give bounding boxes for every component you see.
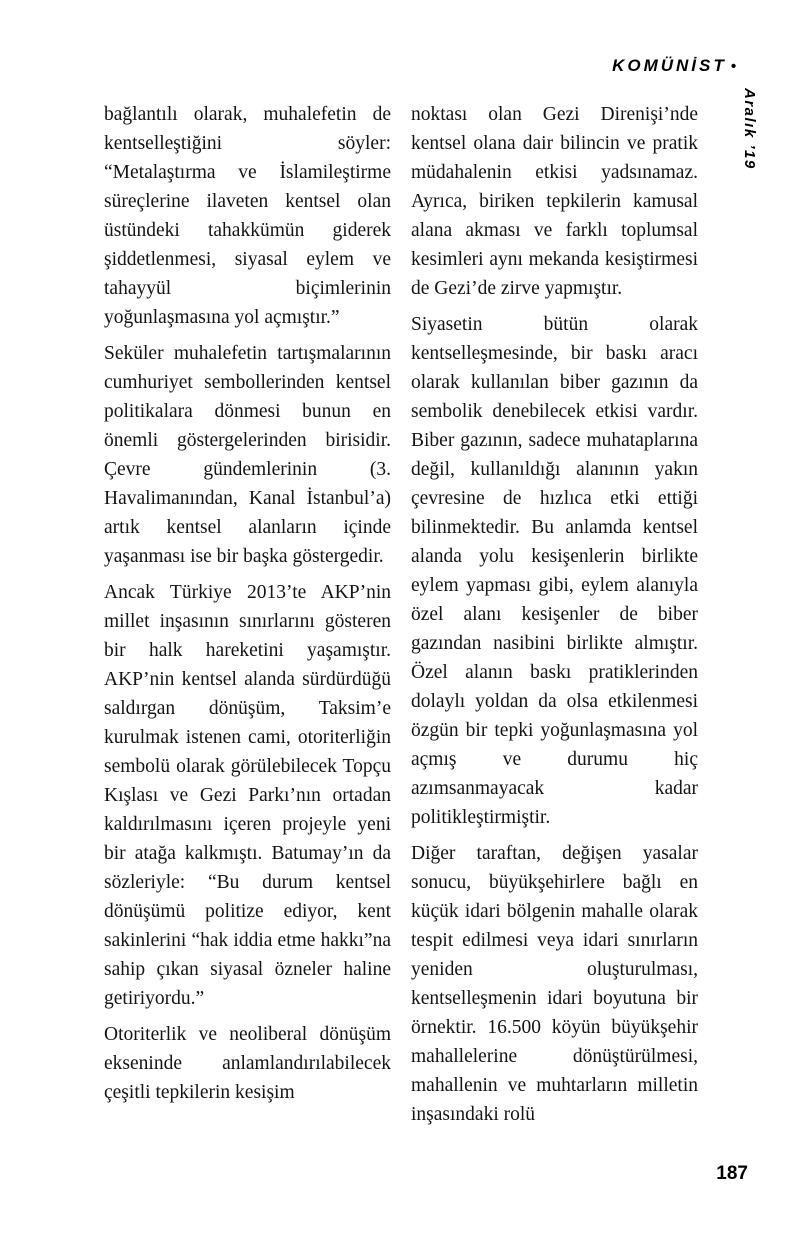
paragraph: Seküler muhalefetin tartışmalarının cumhuriyet sembollerinden kentsel politikalara dönmesi bunun en önemli göstergelerinden birisidir. Çevre gündemlerinin (3. Havalimanından, Kanal İstanbul’a) artık kentsel alanların içinde yaşanması ise bir başka göstergedir. bbox=[104, 343, 391, 567]
paragraph: noktası olan Gezi Direnişi’nde kentsel olana dair bilincin ve pratik müdahalenin etkisi yadsınamaz. Ayrıca, biriken tepkilerin kamusal alana akması ve farklı toplumsal kesimleri aynı mekanda kesiştirmesi de Gezi’de zirve yapmıştır. bbox=[411, 104, 698, 299]
paragraph: bağlantılı olarak, muhalefetin de kentselleştiğini söyler: “Metalaştırma ve İslamileştirme süreçlerine ilaveten kentsel olan üstündeki tahakkümün giderek şiddetlenmesi, siyasal eylem ve tahayyül biçimlerinin yoğunlaşmasına yol açmıştır.” bbox=[104, 104, 391, 328]
paragraph: Diğer taraftan, değişen yasalar sonucu, büyükşehirlere bağlı en küçük idari bölgenin mahalle olarak tespit edilmesi veya idari sınırların yeniden oluşturulması, kentselleşmenin idari boyutuna bir örnektir. 16.500 köyün büyükşehir mahallelerine dönüştürülmesi, mahallenin ve muhtarların milletin inşasındaki rolü bbox=[411, 843, 698, 1125]
journal-title: KOMÜNİST bbox=[612, 56, 727, 75]
header-bullet-icon: • bbox=[730, 58, 736, 75]
page-number: 187 bbox=[716, 1163, 748, 1184]
text-columns bbox=[104, 100, 698, 1136]
page-header bbox=[612, 56, 736, 76]
issue-date: Aralık ’19 bbox=[741, 88, 758, 170]
paragraph: Ancak Türkiye 2013’te AKP’nin millet inşasının sınırlarını gösteren bir halk hareketini yaşamıştır. AKP’nin kentsel alanda sürdürdüğü saldırgan dönüşüm, Taksim’e kurulmak istenen cami, otoriterliğin sembolü olarak görülebilecek Topçu Kışlası ve Gezi Parkı’nın ortadan kaldırılmasını içeren projeyle yeni bir atağa kalkmıştı. Batumay’ın da sözleriyle: “Bu durum kentsel dönüşümü politize ediyor, kent sakinlerini “hak iddia etme hakkı”na sahip çıkan siyasal özneler haline getiriyordu.” bbox=[104, 582, 391, 1009]
left-column bbox=[104, 100, 391, 1136]
paragraph: Otoriterlik ve neoliberal dönüşüm ekseninde anlamlandırılabilecek çeşitli tepkilerin kesişim bbox=[104, 1024, 391, 1103]
right-column bbox=[411, 100, 698, 1136]
paragraph: Siyasetin bütün olarak kentselleşmesinde, bir baskı aracı olarak kullanılan biber gazının da sembolik denebilecek etkisi vardır. Biber gazının, sadece muhataplarına değil, kullanıldığı alanının yakın çevresine de hızlıca etki ettiği bilinmektedir. Bu anlamda kentsel alanda yolu kesişenlerin birlikte eylem yapması gibi, eylem alanıyla özel alanı kesişenler de biber gazından nasibini birlikte almıştır. Özel alanın baskı pratiklerinden dolaylı yoldan da olsa etkilenmesi özgün bir tepki yoğunlaşmasına yol açmış ve durumu hiç azımsanmayacak kadar politikleştirmiştir. bbox=[411, 314, 698, 828]
